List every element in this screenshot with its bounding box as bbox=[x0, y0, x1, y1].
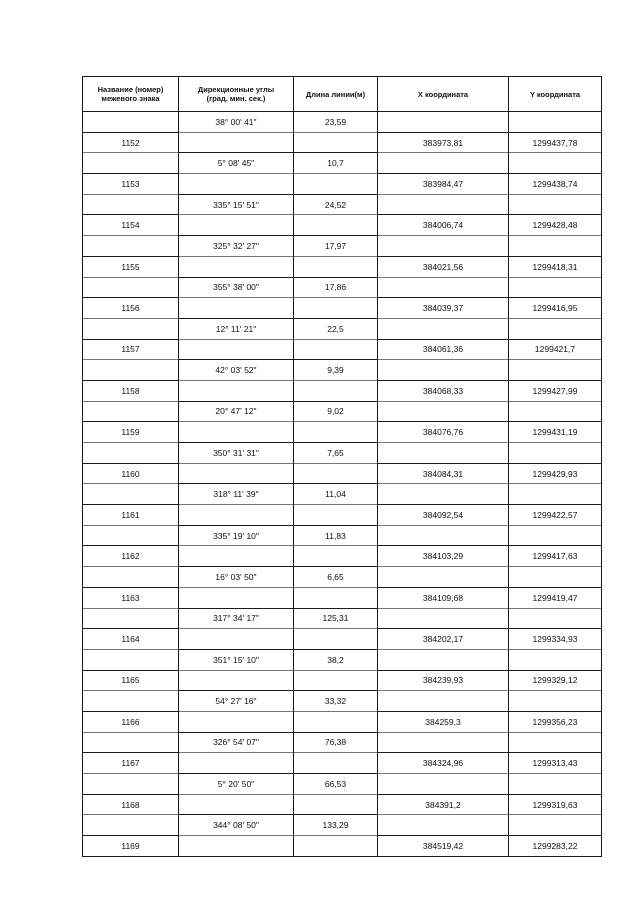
x-coordinate-cell: 384259,3 bbox=[378, 711, 509, 732]
direction-angle-cell: 42° 03' 52" bbox=[179, 360, 294, 381]
empty-cell bbox=[378, 774, 509, 795]
empty-cell bbox=[83, 732, 179, 753]
line-length-cell: 23,59 bbox=[294, 112, 378, 133]
x-coordinate-cell: 384519,42 bbox=[378, 836, 509, 857]
table-row-point bbox=[83, 298, 602, 319]
empty-cell bbox=[294, 339, 378, 360]
table-row-segment bbox=[83, 112, 602, 133]
direction-angle-cell: 344° 08' 50" bbox=[179, 815, 294, 836]
empty-cell bbox=[179, 174, 294, 195]
x-coordinate-cell: 384391,2 bbox=[378, 794, 509, 815]
x-coordinate-cell: 384076,76 bbox=[378, 422, 509, 443]
line-length-cell: 10,7 bbox=[294, 153, 378, 174]
marker-name-cell: 1154 bbox=[83, 215, 179, 236]
direction-angle-cell: 38° 00' 41" bbox=[179, 112, 294, 133]
empty-cell bbox=[83, 567, 179, 588]
line-length-cell: 33,32 bbox=[294, 691, 378, 712]
direction-angle-cell: 355° 38' 00" bbox=[179, 277, 294, 298]
marker-name-cell: 1155 bbox=[83, 256, 179, 277]
marker-name-cell: 1168 bbox=[83, 794, 179, 815]
y-coordinate-cell: 1299418,31 bbox=[509, 256, 602, 277]
y-coordinate-cell: 1299422,57 bbox=[509, 505, 602, 526]
x-coordinate-cell: 383973,81 bbox=[378, 132, 509, 153]
empty-cell bbox=[378, 443, 509, 464]
y-coordinate-cell: 1299313,43 bbox=[509, 753, 602, 774]
table-row-segment bbox=[83, 443, 602, 464]
x-coordinate-cell: 384061,36 bbox=[378, 339, 509, 360]
empty-cell bbox=[83, 277, 179, 298]
empty-cell bbox=[294, 132, 378, 153]
table-row-point bbox=[83, 794, 602, 815]
table-row-point bbox=[83, 753, 602, 774]
direction-angle-cell: 54° 27' 16" bbox=[179, 691, 294, 712]
table-row-point bbox=[83, 132, 602, 153]
empty-cell bbox=[378, 153, 509, 174]
line-length-cell: 9,39 bbox=[294, 360, 378, 381]
empty-cell bbox=[294, 505, 378, 526]
empty-cell bbox=[509, 649, 602, 670]
table-row-segment bbox=[83, 236, 602, 257]
empty-cell bbox=[83, 691, 179, 712]
header-row bbox=[83, 77, 602, 112]
x-coordinate-cell: 384006,74 bbox=[378, 215, 509, 236]
empty-cell bbox=[83, 649, 179, 670]
empty-cell bbox=[378, 318, 509, 339]
empty-cell bbox=[509, 318, 602, 339]
empty-cell bbox=[83, 360, 179, 381]
table-row-point bbox=[83, 546, 602, 567]
y-coordinate-cell: 1299417,63 bbox=[509, 546, 602, 567]
table-row-segment bbox=[83, 318, 602, 339]
empty-cell bbox=[179, 339, 294, 360]
table-row-segment bbox=[83, 401, 602, 422]
line-length-cell: 66,53 bbox=[294, 774, 378, 795]
x-coordinate-cell: 383984,47 bbox=[378, 174, 509, 195]
table-row-segment bbox=[83, 732, 602, 753]
direction-angle-cell: 325° 32' 27" bbox=[179, 236, 294, 257]
direction-angle-cell: 16° 03' 50" bbox=[179, 567, 294, 588]
marker-name-cell: 1166 bbox=[83, 711, 179, 732]
table-row-point bbox=[83, 256, 602, 277]
empty-cell bbox=[83, 525, 179, 546]
direction-angle-cell: 12° 11' 21" bbox=[179, 318, 294, 339]
empty-cell bbox=[179, 422, 294, 443]
empty-cell bbox=[83, 608, 179, 629]
empty-cell bbox=[179, 629, 294, 650]
empty-cell bbox=[509, 525, 602, 546]
empty-cell bbox=[294, 670, 378, 691]
empty-cell bbox=[509, 236, 602, 257]
empty-cell bbox=[378, 815, 509, 836]
marker-name-cell: 1158 bbox=[83, 380, 179, 401]
direction-angle-cell: 335° 15' 51" bbox=[179, 194, 294, 215]
empty-cell bbox=[179, 505, 294, 526]
empty-cell bbox=[294, 298, 378, 319]
x-coordinate-cell: 384109,68 bbox=[378, 587, 509, 608]
empty-cell bbox=[378, 567, 509, 588]
empty-cell bbox=[83, 318, 179, 339]
marker-name-cell: 1164 bbox=[83, 629, 179, 650]
table-row-segment bbox=[83, 525, 602, 546]
direction-angle-cell: 350° 31' 31" bbox=[179, 443, 294, 464]
y-coordinate-cell: 1299427,99 bbox=[509, 380, 602, 401]
direction-angle-cell: 5° 08' 45" bbox=[179, 153, 294, 174]
empty-cell bbox=[509, 774, 602, 795]
x-coordinate-cell: 384084,31 bbox=[378, 463, 509, 484]
empty-cell bbox=[179, 215, 294, 236]
table-row-point bbox=[83, 422, 602, 443]
table-body bbox=[83, 112, 602, 857]
line-length-cell: 7,65 bbox=[294, 443, 378, 464]
empty-cell bbox=[179, 794, 294, 815]
x-coordinate-cell: 384202,17 bbox=[378, 629, 509, 650]
empty-cell bbox=[294, 546, 378, 567]
empty-cell bbox=[294, 463, 378, 484]
line-length-cell: 133,29 bbox=[294, 815, 378, 836]
empty-cell bbox=[509, 153, 602, 174]
x-coordinate-cell: 384068,33 bbox=[378, 380, 509, 401]
empty-cell bbox=[179, 132, 294, 153]
table-row-point bbox=[83, 711, 602, 732]
empty-cell bbox=[83, 112, 179, 133]
marker-name-cell: 1163 bbox=[83, 587, 179, 608]
line-length-cell: 24,52 bbox=[294, 194, 378, 215]
marker-name-cell: 1153 bbox=[83, 174, 179, 195]
line-length-cell: 22,5 bbox=[294, 318, 378, 339]
empty-cell bbox=[378, 277, 509, 298]
table-row-segment bbox=[83, 153, 602, 174]
boundary-coordinates-table bbox=[82, 76, 602, 857]
direction-angle-cell: 351° 15' 10" bbox=[179, 649, 294, 670]
empty-cell bbox=[179, 670, 294, 691]
empty-cell bbox=[378, 691, 509, 712]
empty-cell bbox=[509, 732, 602, 753]
empty-cell bbox=[509, 360, 602, 381]
empty-cell bbox=[179, 711, 294, 732]
empty-cell bbox=[509, 815, 602, 836]
y-coordinate-cell: 1299329,12 bbox=[509, 670, 602, 691]
header-x-coordinate: Х координата bbox=[378, 77, 509, 112]
x-coordinate-cell: 384021,56 bbox=[378, 256, 509, 277]
empty-cell bbox=[179, 836, 294, 857]
line-length-cell: 125,31 bbox=[294, 608, 378, 629]
line-length-cell: 11,04 bbox=[294, 484, 378, 505]
table-row-segment bbox=[83, 277, 602, 298]
table-row-point bbox=[83, 505, 602, 526]
table-row-segment bbox=[83, 649, 602, 670]
empty-cell bbox=[294, 422, 378, 443]
y-coordinate-cell: 1299431,19 bbox=[509, 422, 602, 443]
x-coordinate-cell: 384039,37 bbox=[378, 298, 509, 319]
y-coordinate-cell: 1299283,22 bbox=[509, 836, 602, 857]
table-row-segment bbox=[83, 608, 602, 629]
empty-cell bbox=[509, 567, 602, 588]
empty-cell bbox=[509, 443, 602, 464]
empty-cell bbox=[179, 753, 294, 774]
marker-name-cell: 1161 bbox=[83, 505, 179, 526]
direction-angle-cell: 5° 20' 50" bbox=[179, 774, 294, 795]
x-coordinate-cell: 384103,29 bbox=[378, 546, 509, 567]
x-coordinate-cell: 384092,54 bbox=[378, 505, 509, 526]
marker-name-cell: 1165 bbox=[83, 670, 179, 691]
table-row-point bbox=[83, 670, 602, 691]
table-row-point bbox=[83, 836, 602, 857]
marker-name-cell: 1169 bbox=[83, 836, 179, 857]
empty-cell bbox=[83, 774, 179, 795]
empty-cell bbox=[83, 153, 179, 174]
direction-angle-cell: 326° 54' 07" bbox=[179, 732, 294, 753]
y-coordinate-cell: 1299319,63 bbox=[509, 794, 602, 815]
marker-name-cell: 1156 bbox=[83, 298, 179, 319]
y-coordinate-cell: 1299428,48 bbox=[509, 215, 602, 236]
empty-cell bbox=[294, 711, 378, 732]
empty-cell bbox=[294, 587, 378, 608]
empty-cell bbox=[179, 546, 294, 567]
empty-cell bbox=[294, 629, 378, 650]
table-row-point bbox=[83, 629, 602, 650]
empty-cell bbox=[294, 836, 378, 857]
y-coordinate-cell: 1299334,93 bbox=[509, 629, 602, 650]
empty-cell bbox=[378, 732, 509, 753]
table-row-segment bbox=[83, 194, 602, 215]
marker-name-cell: 1162 bbox=[83, 546, 179, 567]
direction-angle-cell: 335° 19' 10" bbox=[179, 525, 294, 546]
y-coordinate-cell: 1299438,74 bbox=[509, 174, 602, 195]
direction-angle-cell: 318° 11' 39" bbox=[179, 484, 294, 505]
marker-name-cell: 1159 bbox=[83, 422, 179, 443]
table-row-segment bbox=[83, 691, 602, 712]
x-coordinate-cell: 384239,93 bbox=[378, 670, 509, 691]
empty-cell bbox=[294, 794, 378, 815]
empty-cell bbox=[83, 443, 179, 464]
table-row-point bbox=[83, 174, 602, 195]
direction-angle-cell: 20° 47' 12" bbox=[179, 401, 294, 422]
table-row-segment bbox=[83, 360, 602, 381]
line-length-cell: 17,97 bbox=[294, 236, 378, 257]
empty-cell bbox=[378, 360, 509, 381]
table-row-segment bbox=[83, 815, 602, 836]
y-coordinate-cell: 1299437,78 bbox=[509, 132, 602, 153]
empty-cell bbox=[294, 215, 378, 236]
empty-cell bbox=[509, 277, 602, 298]
y-coordinate-cell: 1299429,93 bbox=[509, 463, 602, 484]
empty-cell bbox=[83, 194, 179, 215]
empty-cell bbox=[378, 649, 509, 670]
empty-cell bbox=[83, 484, 179, 505]
empty-cell bbox=[378, 401, 509, 422]
empty-cell bbox=[179, 380, 294, 401]
empty-cell bbox=[509, 608, 602, 629]
marker-name-cell: 1157 bbox=[83, 339, 179, 360]
table-row-point bbox=[83, 215, 602, 236]
empty-cell bbox=[179, 298, 294, 319]
marker-name-cell: 1167 bbox=[83, 753, 179, 774]
empty-cell bbox=[179, 463, 294, 484]
empty-cell bbox=[378, 236, 509, 257]
empty-cell bbox=[83, 401, 179, 422]
empty-cell bbox=[509, 112, 602, 133]
marker-name-cell: 1152 bbox=[83, 132, 179, 153]
y-coordinate-cell: 1299416,95 bbox=[509, 298, 602, 319]
header-y-coordinate: Y координата bbox=[509, 77, 602, 112]
empty-cell bbox=[378, 484, 509, 505]
empty-cell bbox=[509, 194, 602, 215]
direction-angle-cell: 317° 34' 17" bbox=[179, 608, 294, 629]
empty-cell bbox=[378, 525, 509, 546]
table-row-segment bbox=[83, 484, 602, 505]
empty-cell bbox=[294, 174, 378, 195]
header-marker-name: Название (номер) межевого знака bbox=[83, 77, 179, 112]
empty-cell bbox=[378, 608, 509, 629]
marker-name-cell: 1160 bbox=[83, 463, 179, 484]
empty-cell bbox=[179, 256, 294, 277]
y-coordinate-cell: 1299419,47 bbox=[509, 587, 602, 608]
empty-cell bbox=[83, 236, 179, 257]
line-length-cell: 6,65 bbox=[294, 567, 378, 588]
empty-cell bbox=[294, 753, 378, 774]
x-coordinate-cell: 384324,96 bbox=[378, 753, 509, 774]
table-row-point bbox=[83, 339, 602, 360]
empty-cell bbox=[83, 815, 179, 836]
empty-cell bbox=[509, 691, 602, 712]
empty-cell bbox=[378, 194, 509, 215]
empty-cell bbox=[509, 401, 602, 422]
empty-cell bbox=[294, 256, 378, 277]
y-coordinate-cell: 1299356,23 bbox=[509, 711, 602, 732]
empty-cell bbox=[509, 484, 602, 505]
header-line-length: Длина линии(м) bbox=[294, 77, 378, 112]
empty-cell bbox=[294, 380, 378, 401]
empty-cell bbox=[179, 587, 294, 608]
table-row-point bbox=[83, 587, 602, 608]
table-row-segment bbox=[83, 567, 602, 588]
line-length-cell: 38,2 bbox=[294, 649, 378, 670]
y-coordinate-cell: 1299421,7 bbox=[509, 339, 602, 360]
line-length-cell: 17,86 bbox=[294, 277, 378, 298]
line-length-cell: 9,02 bbox=[294, 401, 378, 422]
table-row-segment bbox=[83, 774, 602, 795]
table-row-point bbox=[83, 463, 602, 484]
empty-cell bbox=[378, 112, 509, 133]
table-row-point bbox=[83, 380, 602, 401]
header-direction-angle: Дирекционные углы (град. мин. сек.) bbox=[179, 77, 294, 112]
line-length-cell: 76,38 bbox=[294, 732, 378, 753]
line-length-cell: 11,83 bbox=[294, 525, 378, 546]
